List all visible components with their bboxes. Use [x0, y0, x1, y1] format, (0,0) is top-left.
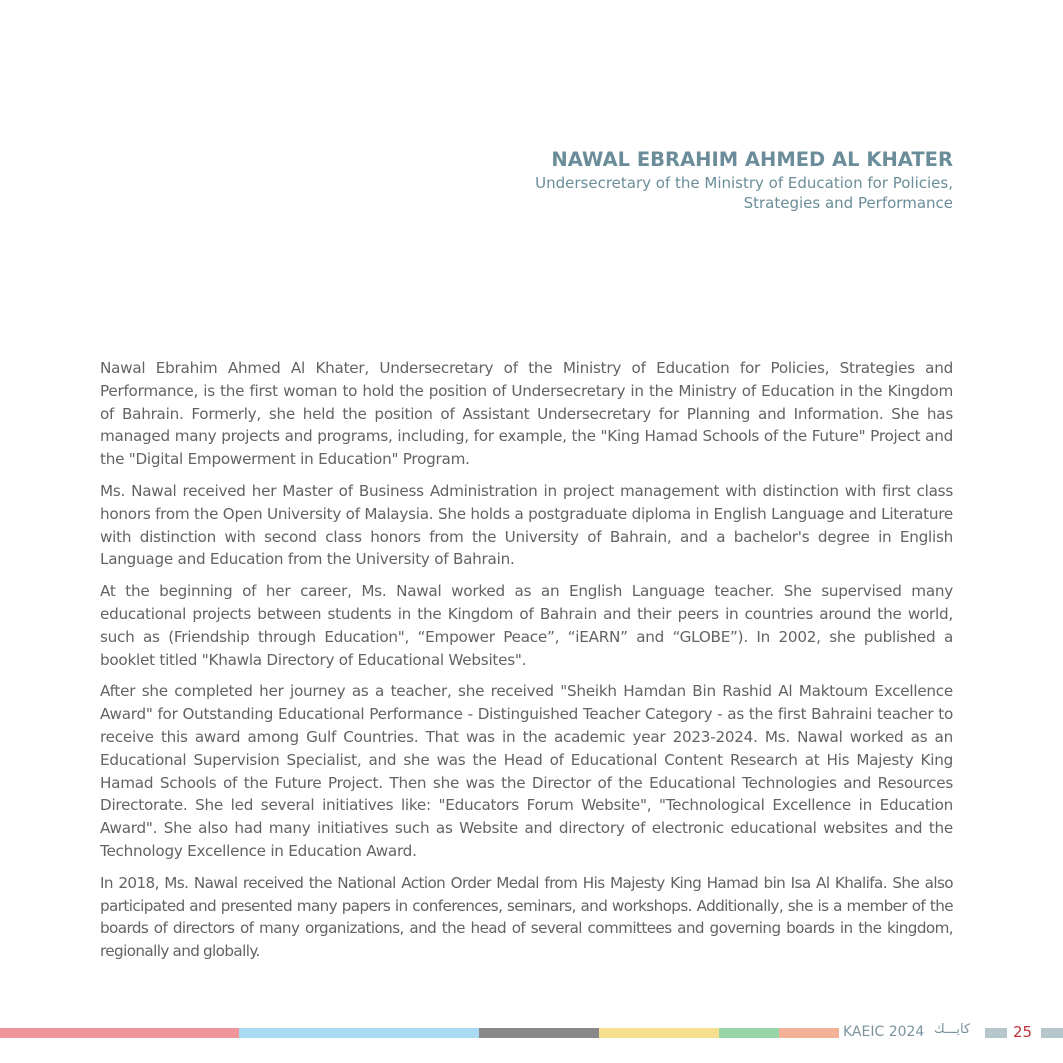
person-name: NAWAL EBRAHIM AHMED AL KHATER	[551, 148, 953, 171]
biography-body	[100, 357, 953, 972]
bio-paragraph: Nawal Ebrahim Ahmed Al Khater, Undersecretary of the Ministry of Education for Policies, Strategies and Performance, is the first woman to hold the position of Undersecretary in the Ministry of Education in the Kingdom of Bahrain. Formerly, she held the position of Assistant Undersecretary for Planning and Information. She has managed many projects and programs, including, for example, the "King Hamad Schools of the Future" Project and the "Digital Empowerment in Education" Program.	[100, 359, 953, 469]
footer-bar-segment	[479, 1028, 599, 1038]
footer-bar-segment	[779, 1028, 839, 1038]
footer-publication-label: KAEIC 2024	[843, 1024, 925, 1040]
bio-paragraph: Ms. Nawal received her Master of Business Administration in project management with distinction with first class honors from the Open University of Malaysia. She holds a postgraduate diploma in English Language and Literature with distinction with second class honors from the University of Bahrain, and a bachelor's degree in English Language and Education from the University of Bahrain.	[100, 481, 953, 569]
person-role-line-1: Undersecretary of the Ministry of Education for Policies,	[535, 174, 953, 192]
footer-bar-segment	[719, 1028, 779, 1038]
footer-bar-segment	[239, 1028, 479, 1038]
footer-bar-segment	[985, 1028, 1007, 1038]
bio-paragraph: After she completed her journey as a teacher, she received "Sheikh Hamdan Bin Rashid Al Maktoum Excellence Award" for Outstanding Educational Performance - Distinguished Teacher Category - as the first Bahraini teacher to receive this award among Gulf Countries. That was in the academic year 2023-2024. Ms. Nawal worked as an Educational Supervision Specialist, and she was the Head of Educational Content Research at His Majesty King Hamad Schools of the Future Project. Then she was the Director of the Educational Technologies and Resources Directorate. She led several initiatives like: "Educators Forum Website", "Technological Excellence in Education Award". She also had many initiatives such as Website and directory of electronic educational websites and the Technology Excellence in Education Award.	[100, 682, 953, 860]
footer-bar-segment	[599, 1028, 719, 1038]
footer-arabic-label: كايـــك	[934, 1022, 971, 1037]
page-number: 25	[1013, 1023, 1033, 1041]
footer-bar-segment	[0, 1028, 239, 1038]
bio-paragraph: At the beginning of her career, Ms. Nawal worked as an English Language teacher. She supervised many educational projects between students in the Kingdom of Bahrain and their peers in countries around the world, such as (Friendship through Education", “Empower Peace”, “iEARN” and “GLOBE”). In 2002, she published a booklet titled "Khawla Directory of Educational Websites".	[100, 582, 953, 669]
bio-paragraph: In 2018, Ms. Nawal received the National Action Order Medal from His Majesty King Hamad bin Isa Al Khalifa. She also participated and presented many papers in conferences, seminars, and workshops. Additionally, she is a member of the boards of directors of many organizations, and the head of several committees and governing boards in the kingdom, regionally and globally.	[100, 873, 953, 961]
person-role-line-2: Strategies and Performance	[743, 194, 953, 212]
footer-bar-segment	[1041, 1028, 1063, 1038]
bio-header	[433, 147, 953, 213]
